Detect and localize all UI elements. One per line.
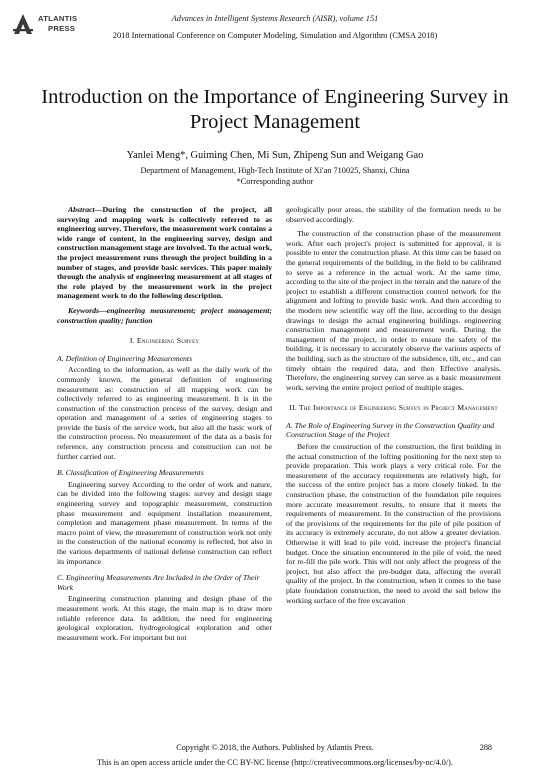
copyright-notice: Copyright © 2018, the Authors. Published by Atlantis Press. [176, 743, 374, 752]
subsection-heading-role: A. The Role of Engineering Survey in the Construction Quality and Construction Stage of the Project [286, 420, 495, 440]
conference-header: 2018 International Conference on Computer Modeling, Simulation and Algorithm (CMSA 2018) [112, 31, 438, 40]
author-list: Yanlei Meng*, Guiming Chen, Mi Sun, Zhipeng Sun and Weigang Gao [126, 150, 424, 161]
left-column [57, 205, 272, 642]
section-heading-2: II. The Importance of Engineering Survey in Project Management [289, 403, 498, 413]
abstract-text: During the construction of the project, all surveying and mapping work is collectively referred to as engineering survey. Therefore, the measurement work contains a wide range of content, in the engineering survey, design and construction management stage are involved. To the actual work, the project measurement runs through the project building in a number of stages, and provide basic services. This paper mainly through the analysis of engineering measurement at all stages of the role played by the measurement work in the project management work to do the following description. [57, 205, 272, 301]
paragraph-definition: According to the information, as well as the daily work of the commonly known, the general definition of engineering measurement as: construction of all mapping work can be collectively referred to as engineering measurement. It is in the construction of the construction process of the survey, design and operation and management of a series of engineering stages to provide the basis of the service work, but also all the basic work of the construction process. No measurement of the data as a basis for reference, any construction process and construction can not be further carried out. [57, 365, 272, 461]
corresponding-author-note: *Corresponding author [236, 177, 314, 186]
logo-line-1: ATLANTIS [38, 14, 78, 23]
paragraph-role: Before the construction of the construction, the first building in the actual construction of the lofting positioning for the next step to provide preparation. This work plays a very critical role. For the measurement of the accuracy requirements are relatively high, for the success of the entire project has a more closely linked. In the construction phase, the construction of the foundation pile requires more accurate measurement results, to ensure that it meets the requirements of measurement. In the construction of the provisions of the provisions of the requirements for the pile of pile position of its accuracy is extremely accurate, do not allow a greater deviation. Otherwise it will lead to pile void, increase the project's financial budget. Once the situation encountered in the pile of void, the need for re-fill the pile work. This will not only affect the progress of the project, but also affect the pre-budget data, affecting the overall quality of the project. In the construction, when it comes to the base plate foundation construction, the need to avoid the soil below the working surface of the free excavation [286, 442, 501, 605]
subsection-heading-b: B. Classification of Engineering Measurements [57, 468, 204, 478]
paragraph-classification: Engineering survey According to the order of work and nature, can be divided into the following stages: survey and design stage engineering survey and topographic measurement, construction phase measurement and equipment installation measurement, completion and management phase measurement. In terms of the macro point of view, the measurement of construction work not only in the construction of the national economy is reflected, but also in the various departments of national defense construction can reflect its importance [57, 479, 272, 566]
right-column [286, 205, 501, 605]
license-notice: This is an open access article under the CC BY-NC license (http://creativecommons.org/licenses/by-nc/4.0/). [97, 758, 453, 767]
subsection-heading-a: A. Definition of Engineering Measurements [57, 353, 193, 363]
keywords-text: engineering measurement; project management; construction quality; function [57, 305, 272, 325]
page-number: 288 [479, 743, 492, 752]
keywords-lead: Keywords— [68, 305, 107, 315]
abstract [57, 205, 272, 301]
logo-line-2: PRESS [48, 24, 76, 33]
section-heading-1: I. Engineering Survey [129, 336, 200, 346]
journal-header: Advances in Intelligent Systems Research (AISR), volume 151 [171, 14, 379, 23]
subsection-heading-c: C. Engineering Measurements Are Included in the Order of Their Work [57, 573, 260, 592]
paragraph-continuation: geologically poor areas, the stability of the formation needs to be observed accordingly. [286, 205, 501, 224]
paragraph-construction-phase: The construction of the construction phase of the measurement work. After each project's project is submitted for approval, it is possible to enter the construction phase. At this time can be based on the general requirements of the building, in the field to be calibrated to serve as a reference in the actual work. At the same time, according to the site of the project in the terrain and the nature of the project to establish a different construction control network for the alignment and lofting to provide basic work. And then according to the modern new scientific way off the line, according to the design drawings to design the actual engineering buildings. engineering construction management and measurement work. During the management of the project, in order to ensure the safety of the building, it is necessary to accurately observe the various aspects of the building, such as the structure of the subsidence, tilt, etc., and can timely obtain the required data, and then Effective analysis. Therefore, the engineering survey can serve as a basic measurement work, serving the entire project period of multiple stages. [286, 229, 502, 392]
affiliation: Department of Management, High-Tech Institute of Xi'an 710025, Shanxi, China [140, 166, 410, 175]
abstract-lead: Abstract— [68, 205, 103, 214]
paper-title: Introduction on the Importance of Engineering Survey in Project Management [41, 86, 509, 133]
keywords [57, 306, 272, 325]
paragraph-order: Engineering construction planning and design phase of the measurement work. At this stage, the main map is to draw more reliable reference data. In addition, the need for engineering geological exploration, hydrogeological exploration and other measurement work. For important but not [57, 594, 272, 642]
